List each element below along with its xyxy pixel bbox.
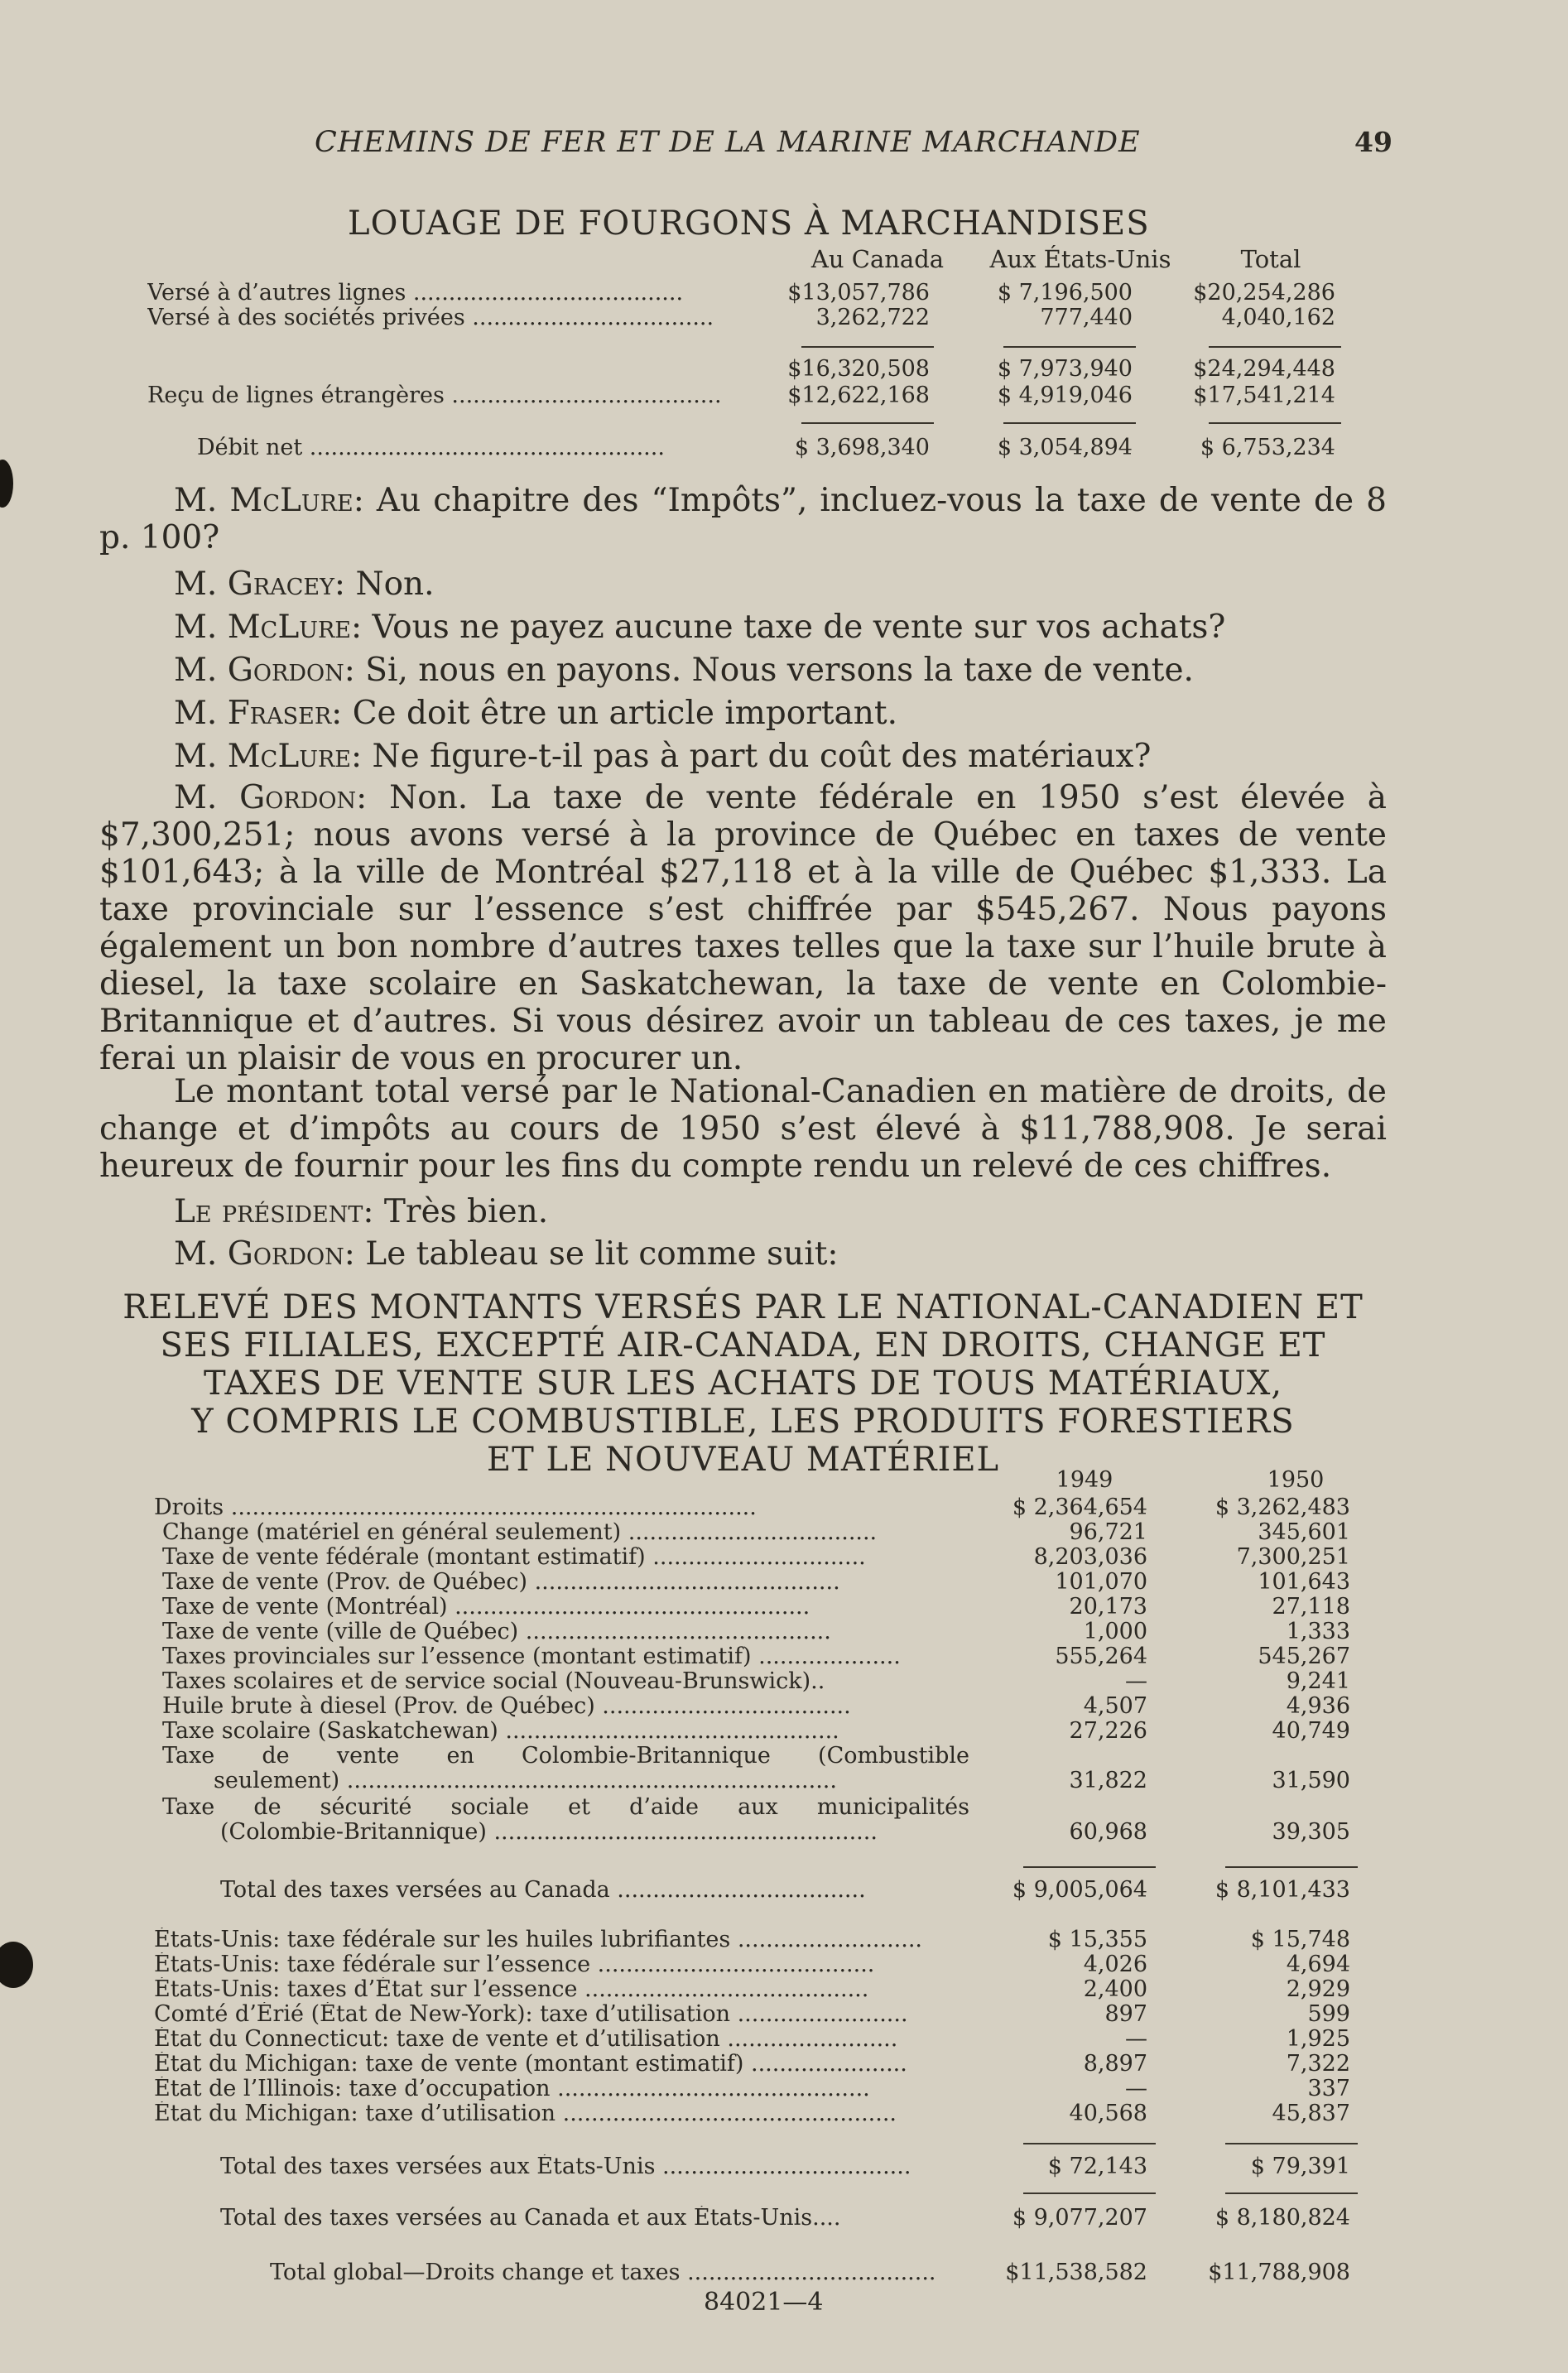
table1-row: Versé à des sociétés privées .................................. 3,262,722 777,440 4,040,162 [147, 305, 1335, 330]
table2-rule [1023, 2192, 1156, 2194]
running-header: CHEMINS DE FER ET DE LA MARINE MARCHANDE [315, 126, 1141, 159]
table2-title-line: ET LE NOUVEAU MATÉRIEL [486, 1441, 1000, 1479]
table1-title: LOUAGE DE FOURGONS À MARCHANDISES [348, 205, 1150, 243]
dialogue-line: M. McLure: Ne figure-t-il pas à part du coût des matériaux? [174, 738, 1152, 775]
table2-title-line: TAXES DE VENTE SUR LES ACHATS DE TOUS MATÉRIAUX, [203, 1365, 1283, 1403]
dialogue-line: M. McLure: Vous ne payez aucune taxe de vente sur vos achats? [174, 609, 1226, 646]
dialogue-line: M. Gordon: Si, nous en payons. Nous versons la taxe de vente. [174, 652, 1194, 689]
table2-title-line: SES FILIALES, EXCEPTÉ AIR-CANADA, EN DROITS, CHANGE ET [160, 1326, 1326, 1365]
table1-rule [1209, 346, 1341, 348]
table2-rule [1225, 2143, 1358, 2144]
table1-col-us: Aux États-Unis [989, 245, 1171, 273]
dialogue-line: M. McLure: Au chapitre des “Impôts”, incluez-vous la taxe de vente de 8 p. 100? [99, 482, 1387, 556]
page-number: 49 [1354, 126, 1392, 158]
table2-rule [1023, 1866, 1156, 1868]
table1-rule [801, 422, 934, 424]
table2-row: Taxe de sécurité sociale et d’aide aux municipalités (Colombie-Britannique) ...................................................... 60,968 39,305 [162, 1795, 1350, 1845]
table1-row: Reçu de lignes étrangères ...................................... $12,622,168 $ 4,919,046 $17,541,214 [147, 383, 1335, 408]
table2-rule [1225, 1866, 1358, 1868]
dialogue-line: M. Gracey: Non. [174, 566, 435, 603]
dialogue-paragraph: M. Gordon: Non. La taxe de vente fédérale en 1950 s’est élevée à $7,300,251; nous avons versé à la province de Québec en taxes de vente $101,643; à la ville de Montréal $27,118 et à la ville de Québec $1,333. La taxe provinciale sur l’essence s’est chiffrée par $545,267. Nous payons également un bon nombre d’autres taxes telles que la taxe sur l’huile brute à diesel, la taxe scolaire en Saskatchewan, la taxe de vente en Colombie-Britannique et d’autres. Si vous désirez avoir un tableau de ces taxes, je me ferai un plaisir de vous en procurer un. [99, 779, 1387, 1077]
table2-rule [1225, 2192, 1358, 2194]
table1-rule [801, 346, 934, 348]
table1-rule [1209, 422, 1341, 424]
table1-row-net: Débit net .................................................. $ 3,698,340 $ 3,054,894 $ 6,753,234 [197, 435, 1335, 460]
footer-code: 84021—4 [704, 2288, 824, 2317]
table2-title-line: Y COMPRIS LE COMBUSTIBLE, LES PRODUITS FORESTIERS [191, 1403, 1295, 1441]
table1-col-total: Total [1240, 245, 1301, 273]
table1-row: Versé à d’autres lignes ...................................... $13,057,786 $ 7,196,500 $20,254,286 [147, 280, 1335, 306]
dialogue-line: M. Gordon: Le tableau se lit comme suit: [174, 1235, 839, 1273]
table2-rule [1023, 2143, 1156, 2144]
year-1950-header: 1950 [1267, 1467, 1325, 1493]
year-1949-header: 1949 [1056, 1467, 1113, 1493]
table1-row: $16,320,508 $ 7,973,940 $24,294,448 [787, 356, 1335, 382]
table1-col-canada: Au Canada [810, 245, 945, 273]
table2-row: Taxe de vente en Colombie-Britannique (Combustible seulement) ..................................................................... 31,822 31,590 [162, 1744, 1350, 1793]
table2-title-line: RELEVÉ DES MONTANTS VERSÉS PAR LE NATIONAL-CANADIEN ET [123, 1288, 1364, 1326]
dialogue-line: M. Fraser: Ce doit être un article important. [174, 695, 897, 732]
dialogue-paragraph: Le montant total versé par le National-Canadien en matière de droits, de change et d’impôts au cours de 1950 s’est élevé à $11,788,908. Je serai heureux de fournir pour les fins du compte rendu un relevé de ces chiffres. [99, 1073, 1387, 1185]
table1-rule [1003, 346, 1136, 348]
binding-hole-mark [0, 1942, 33, 1988]
dialogue-line: Le président: Très bien. [174, 1193, 549, 1230]
table1-rule [1003, 422, 1136, 424]
document-page: CHEMINS DE FER ET DE LA MARINE MARCHANDE 49 LOUAGE DE FOURGONS À MARCHANDISES Au Canada Aux États-Unis Total Versé à d’autres lignes ...................................... $13,057,786 $ 7,196,500 $20,254,286 Versé à des sociétés privées .................................. 3,262,722 777,440 4,040,162 $16,320,508 $ 7,973,940 $24,294,448 Reçu de lignes étrangères ...................................... $12,622,168 $ 4,919,046 $17,541,214 Débit net .................................................. $ 3,698,340 $ 3,054,894 $ 6,753,234 M. McLure: Au chapitre des “Impôts”, incluez-vous la taxe de vente de 8 p. 100? M. Gracey: Non. M. McLure: Vous ne payez aucune taxe de vente sur vos achats? M. Gordon: Si, nous en payons. Nous versons la taxe de vente. M. Fraser: Ce doit être un article important. M. McLure: Ne figure-t-il pas à part du coût des matériaux? M. Gordon: Non. La taxe de vente fédérale en 1950 s’est élevée à $7,300,251; nous avons versé à la province de Québec en taxes de vente $101,643; à la ville de Montréal $27,118 et à la ville de Québec $1,333. La taxe provinciale sur l’essence s’est chiffrée par $545,267. Nous payons également un bon nombre d’autres taxes telles que la taxe sur l’huile brute à diesel, la taxe scolaire en Saskatchewan, la taxe de vente en Colombie-Britannique et d’autres. Si vous désirez avoir un tableau de ces taxes, je me ferai un plaisir de vous en procurer un. Le montant total versé par le National-Canadien en matière de droits, de change et d’impôts au cours de 1950 s’est élevé à $11,788,908. Je serai heureux de fournir pour les fins du compte rendu un relevé de ces chiffres. Le président: Très bien. M. Gordon: Le tableau se lit comme suit: RELEVÉ DES MONTANTS VERSÉS PAR LE NATIONAL-CANADIEN ET SES FILIALES, EXCEPTÉ AIR-CANADA, EN DROITS, CHANGE ET TAXES DE VENTE SUR LES ACHATS DE TOUS MATÉRIAUX, Y COMPRIS LE COMBUSTIBLE, LES PRODUITS FORESTIERS ET LE NOUVEAU MATÉRIEL 1949 1950 Droits .......................................................................... $ 2,364,654 $ 3,262,483 Change (matériel en général seulement) ................................... 96,721 345,601 Taxe de vente fédérale (montant estimatif) .............................. 8,203,036 7,300,251 Taxe de vente (Prov. de Québec) ........................................... 101,070 101,643 Taxe de vente (Montréal) .................................................. 20,173 27,118 Taxe de vente (ville de Québec) ........................................... 1,000 1,333 Taxes provinciales sur l’essence (montant estimatif) .................... 555,264 545,267 Taxes scolaires et de service social (Nouveau-Brunswick).. — 9,241 Huile brute à diesel (Prov. de Québec) ................................... 4,507 4,936 Taxe scolaire (Saskatchewan) ............................................... 27,226 40,749 Taxe de vente en Colombie-Britannique (Combustible seulement) ..................................................................... 31,822 31,590 Taxe de sécurité sociale et d’aide aux municipalités (Colombie-Britannique) ...................................................... 60,968 39,305 Total des taxes versées au Canada ................................... $ 9,005,064 $ 8,101,433 États-Unis: taxe fédérale sur les huiles lubrifiantes .......................... $ 15,355 $ 15,748 États-Unis: taxe fédérale sur l’essence ....................................... 4,026 4,694 États-Unis: taxes d’État sur l’essence ........................................ 2,400 2,929 Comté d’Érié (État de New-York): taxe d’utilisation ........................ 897 599 État du Connecticut: taxe de vente et d’utilisation ........................ — 1,925 État du Michigan: taxe de vente (montant estimatif) ...................... 8,897 7,322 État de l’Illinois: taxe d’occupation ............................................ — 337 État du Michigan: taxe d’utilisation ............................................... 40,568 45,837 Total des taxes versées aux États-Unis ................................... $ 72,143 $ 79,391 Total des taxes versées au Canada et aux États-Unis.... $ 9,077,207 $ 8,180,824 Total global—Droits change et taxes ................................... $11,538,582 $11,788,908 84021—4 [0, 0, 1568, 2373]
binding-hole-mark [0, 460, 13, 508]
